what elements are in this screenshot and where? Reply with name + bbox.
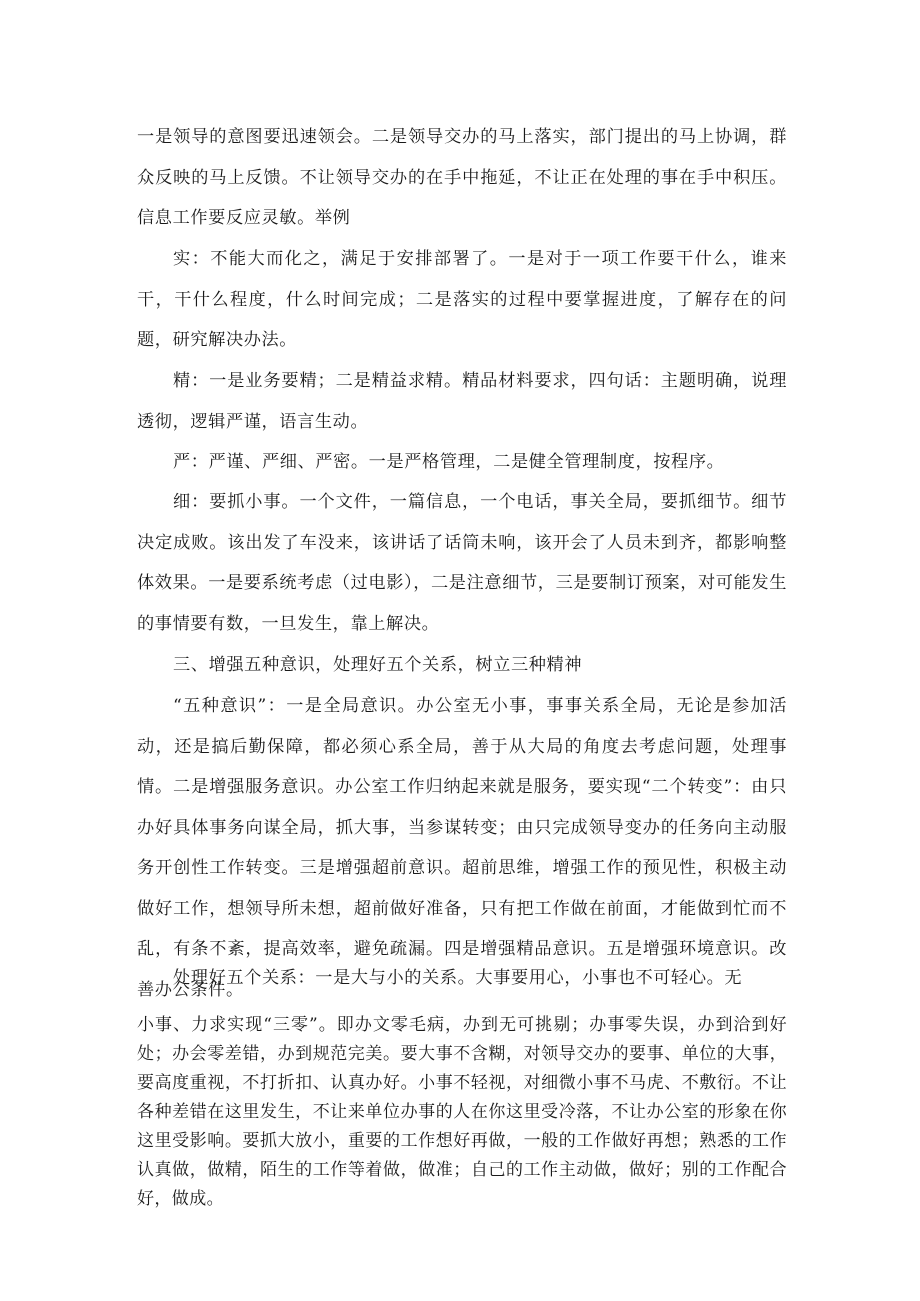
paragraph-1: 一是领导的意图要迅速领会。二是领导交办的马上落实，部门提出的马上协调，群众反映的马上反馈。不让领导交办的在手中拖延，不让正在处理的事在手中积压。信息工作要反应灵敏。举例 [137,127,787,228]
paragraph-5: 细：要抓小事。一个文件，一篇信息，一个电话，事关全局，要抓细节。细节决定成败。该出发了车没来，该讲话了话筒未响，该开会了人员未到齐，都影响整体效果。一是要系统考虑（过电影），二是注意细节，三是要制订预案，对可能发生的事情要有数，一旦发生，靠上解决。 [137,492,787,634]
paragraph-6: “五种意识”：一是全局意识。办公室无小事，事事关系全局，无论是参加活动，还是搞后勤保障，都必须心系全局，善于从大局的角度去考虑问题，处理事情。二是增强服务意识。办公室工作归纳起来就是服务，要实现“二个转变”：由只办好具体事务向谋全局，抓大事，当参谋转变；由只完成领导变办的任务向主动服务开创性工作转变。三是增强超前意识。超前思维，增强工作的预见性，积极主动做好工作，想领导所未想，超前做好准备，只有把工作做在前面，才能做到忙而不乱，有条不紊，提高效率，避免疏漏。四是增强精品意识。五是增强环境意识。改善办公条件。 [137,696,787,1000]
paragraph-7: 处理好五个关系：一是大与小的关系。大事要用心，小事也不可轻心。无 [173,968,743,988]
section-heading: 三、增强五种意识，处理好五个关系，树立三种精神 [173,655,583,675]
paragraph-4: 严：严谨、严细、严密。一是严格管理，二是健全管理制度，按程序。 [173,452,725,472]
paragraph-8: 小事、力求实现“三零”。即办文零毛病，办到无可挑剔；办事零失误，办到洽到好处；办会零差错，办到规范完美。要大事不含糊，对领导交办的要事、单位的大事，要高度重视，不打折扣、认真办好。小事不轻视，对细微小事不马虎、不敷衍。不让各种差错在这里发生，不让来单位办事的人在你这里受冷落，不让办公室的形象在你这里受影响。要抓大放小，重要的工作想好再做，一般的工作做好再想；熟悉的工作认真做，做精，陌生的工作等着做，做准；自己的工作主动做，做好；别的工作配合好，做成。 [137,1015,787,1209]
paragraph-3: 精：一是业务要精；二是精益求精。精品材料要求，四句话：主题明确，说理透彻，逻辑严谨，语言生动。 [137,371,787,432]
paragraph-2: 实：不能大而化之，满足于安排部署了。一是对于一项工作要干什么，谁来干，干什么程度，什么时间完成；二是落实的过程中要掌握进度，了解存在的问题，研究解决办法。 [137,249,787,350]
